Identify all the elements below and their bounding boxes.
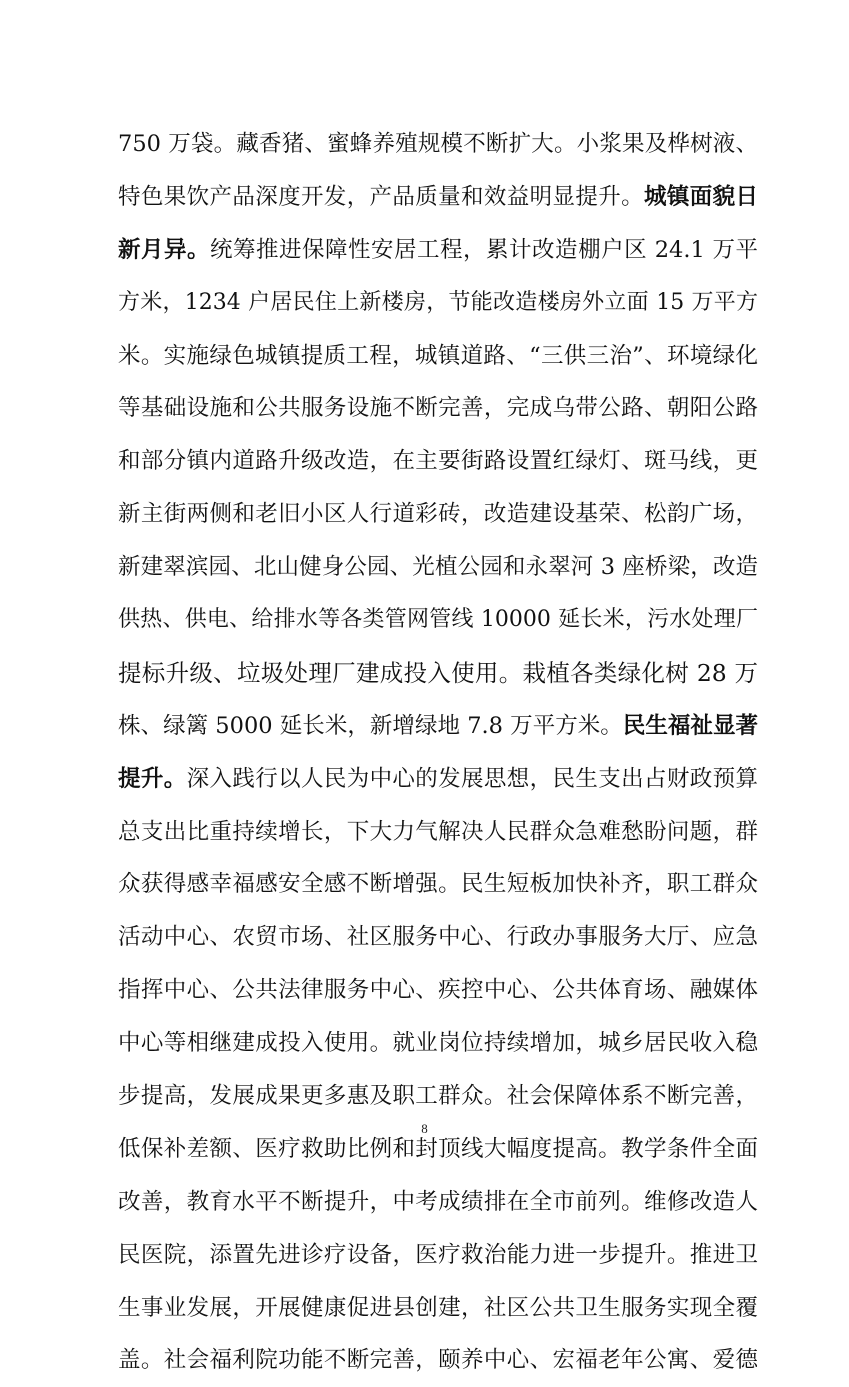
text-run: 低保补差额、医疗救助比例和封顶线大幅度提高。教学条件全面 [118,1135,758,1162]
text-line [118,330,758,383]
text-run: 民医院，添置先进诊疗设备，医疗救治能力进一步提升。推进卫 [118,1241,758,1268]
text-line [118,382,758,435]
text-run: 方米，1234 户居民住上新楼房，节能改造楼房外立面 15 万平方 [118,289,758,315]
bold-heading-run: 新月异。 [118,236,211,263]
text-line [118,118,758,171]
text-run: 米。实施绿色城镇提质工程，城镇道路、“三供三治”、环境绿化 [118,342,758,369]
text-line [118,541,758,594]
text-line [118,488,758,541]
text-run: 活动中心、农贸市场、社区服务中心、行政办事服务大厅、应急 [118,924,758,951]
text-line [118,224,758,277]
text-line [118,647,758,700]
text-run: 盖。社会福利院功能不断完善，颐养中心、宏福老年公寓、爱德 [118,1347,758,1374]
text-run: 指挥中心、公共法律服务中心、疾控中心、公共体育场、融媒体 [118,977,758,1004]
text-line [118,1017,758,1070]
text-run: 供热、供电、给排水等各类管网管线 10000 延长米，污水处理厂 [118,607,758,633]
text-run: 总支出比重持续增长，下大力气解决人民群众急难愁盼问题，群 [118,818,758,845]
text-run: 750 万袋。藏香猪、蜜蜂养殖规模不断扩大。小浆果及桦树液、 [118,131,758,157]
text-run: 深入践行以人民为中心的发展思想，民生支出占财政预算 [186,765,758,792]
text-run: 众获得感幸福感安全感不断增强。民生短板加快补齐，职工群众 [118,871,758,898]
text-run: 新建翠滨园、北山健身公园、光植公园和永翠河 3 座桥梁，改造 [118,554,758,581]
text-run: 特色果饮产品深度开发，产品质量和效益明显提升。 [118,183,644,210]
text-run: 等基础设施和公共服务设施不断完善，完成乌带公路、朝阳公路 [118,395,758,422]
text-line [118,277,758,330]
text-run: 株、绿篱 5000 延长米，新增绿地 7.8 万平方米。 [118,712,623,739]
text-line [118,435,758,488]
text-line [118,594,758,647]
page-number: 8 [421,1121,428,1136]
text-line [118,1176,758,1229]
text-line [118,700,758,753]
text-line [118,1229,758,1282]
text-run: 统筹推进保障性安居工程，累计改造棚户区 24.1 万平 [210,236,758,263]
text-run: 和部分镇内道路升级改造，在主要街路设置红绿灯、斑马线，更 [118,448,758,475]
text-run: 中心等相继建成投入使用。就业岗位持续增加，城乡居民收入稳 [118,1030,758,1057]
text-line [118,1334,758,1387]
text-run: 提标升级、垃圾处理厂建成投入使用。栽植各类绿化树 28 万 [118,658,758,687]
text-run: 生事业发展，开展健康促进县创建，社区公共卫生服务实现全覆 [118,1294,758,1321]
text-line [118,858,758,911]
body-text [118,118,758,1387]
text-line [118,753,758,806]
text-line [118,1070,758,1123]
text-line [118,911,758,964]
text-line [118,806,758,859]
text-run: 步提高，发展成果更多惠及职工群众。社会保障体系不断完善， [118,1083,758,1110]
bold-heading-run: 民生福祉显著 [622,712,758,739]
text-run: 改善，教育水平不断提升，中考成绩排在全市前列。维修改造人 [118,1188,758,1215]
text-line [118,171,758,224]
bold-heading-run: 提升。 [118,765,187,792]
bold-heading-run: 城镇面貌日 [644,183,758,210]
text-line [118,964,758,1017]
text-line [118,1282,758,1335]
text-run: 新主街两侧和老旧小区人行道彩砖，改造建设基荣、松韵广场， [118,501,758,528]
